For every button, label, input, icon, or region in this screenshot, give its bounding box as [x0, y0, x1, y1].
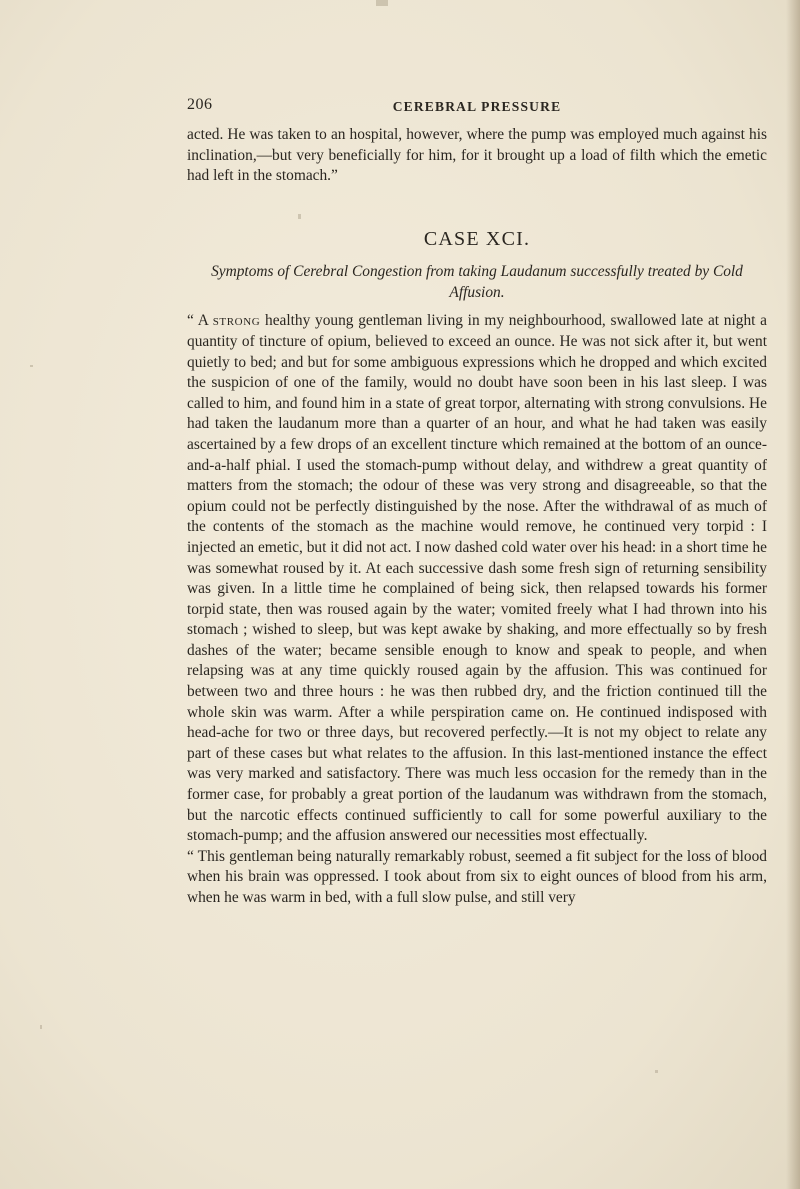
page-text: [187, 95, 767, 909]
open-quote: “ A: [187, 312, 213, 330]
page-number: 206: [187, 96, 213, 113]
case-title: CASE XCI.: [423, 227, 531, 250]
paper-speck: [40, 1025, 42, 1029]
running-head: [187, 95, 767, 119]
case-subtitle: Symptoms of Cerebral Congestion from taking Laudanum successfully treated by Cold Affusion.: [211, 263, 743, 302]
case-paragraph-2: “ This gentleman being naturally remarkably robust, seemed a fit subject for the loss of blood when his brain was oppressed. I took about from six to eight ounces of blood from his arm, when he was warm in bed, with a full slow pulse, and still very: [187, 847, 767, 906]
paragraph-1-text: healthy young gentleman living in my neighbourhood, swallowed late at night a quantity of tincture of opium, believed to exceed an ounce. He was not sick after it, but went quietly to bed; and but for some ambiguous expressions which he dropped and which excited the suspicion of one of the family, would no doubt have soon been in his last sleep. I was called to him, and found him in a state of great torpor, alternating with strong convulsions. He had taken the laudanum more than a quarter of an hour, and what he had taken was easily ascertained by a few drops of an excellent tincture which remained at the bottom of an ounce-and-a-half phial. I used the stomach-pump without delay, and withdrew a great quantity of matters from the stomach; the odour of these was very strong and disagreeable, so that the opium could not be perfectly distinguished by the nose. After the withdrawal of as much of the contents of the stomach as the machine would remove, he continued very torpid : I injected an emetic, but it did not act. I now dashed cold water over his head: in a short time he was somewhat roused by it. At each successive dash some fresh sign of returning sensibility was given. In a little time he complained of being sick, then relapsed towards his former torpid state, then was roused again by the water; vomited freely what I had thrown into his stomach ; wished to sleep, but was kept awake by shaking, and more effectually so by fresh dashes of the water; became sensible enough to know and speak to people, and when relapsing was at any time quickly roused again by the affusion. This was continued for between two and three hours : he was then rubbed dry, and the friction continued till the whole skin was warm. After a while perspiration came on. He continued indisposed with head-ache for two or three days, but recovered perfectly.—It is not my object to relate any part of these cases but what relates to the affusion. In this last-mentioned instance the effect was very marked and satisfactory. There was much less occasion for the remedy than in the former case, for probably a great portion of the laudanum was withdrawn from the stomach, but the narcotic effects continued sufficiently to call for some powerful auxiliary to the stomach-pump; and the affusion answered our necessities most effectually.: [187, 312, 767, 845]
paper-speck: [655, 1070, 658, 1073]
page-edge-shadow: [786, 0, 800, 1189]
running-title: CEREBRAL PRESSURE: [392, 99, 562, 114]
opening-paragraph: acted. He was taken to an hospital, however, where the pump was employed much against his inclination,—but very beneficially for him, for it brought up a load of filth which the emetic had left in the stomach.”: [187, 126, 767, 185]
smallcaps-word: strong: [212, 312, 261, 330]
case-paragraph-1: [187, 311, 767, 846]
paper-speck: [30, 365, 33, 367]
paper-speck: [376, 0, 388, 6]
